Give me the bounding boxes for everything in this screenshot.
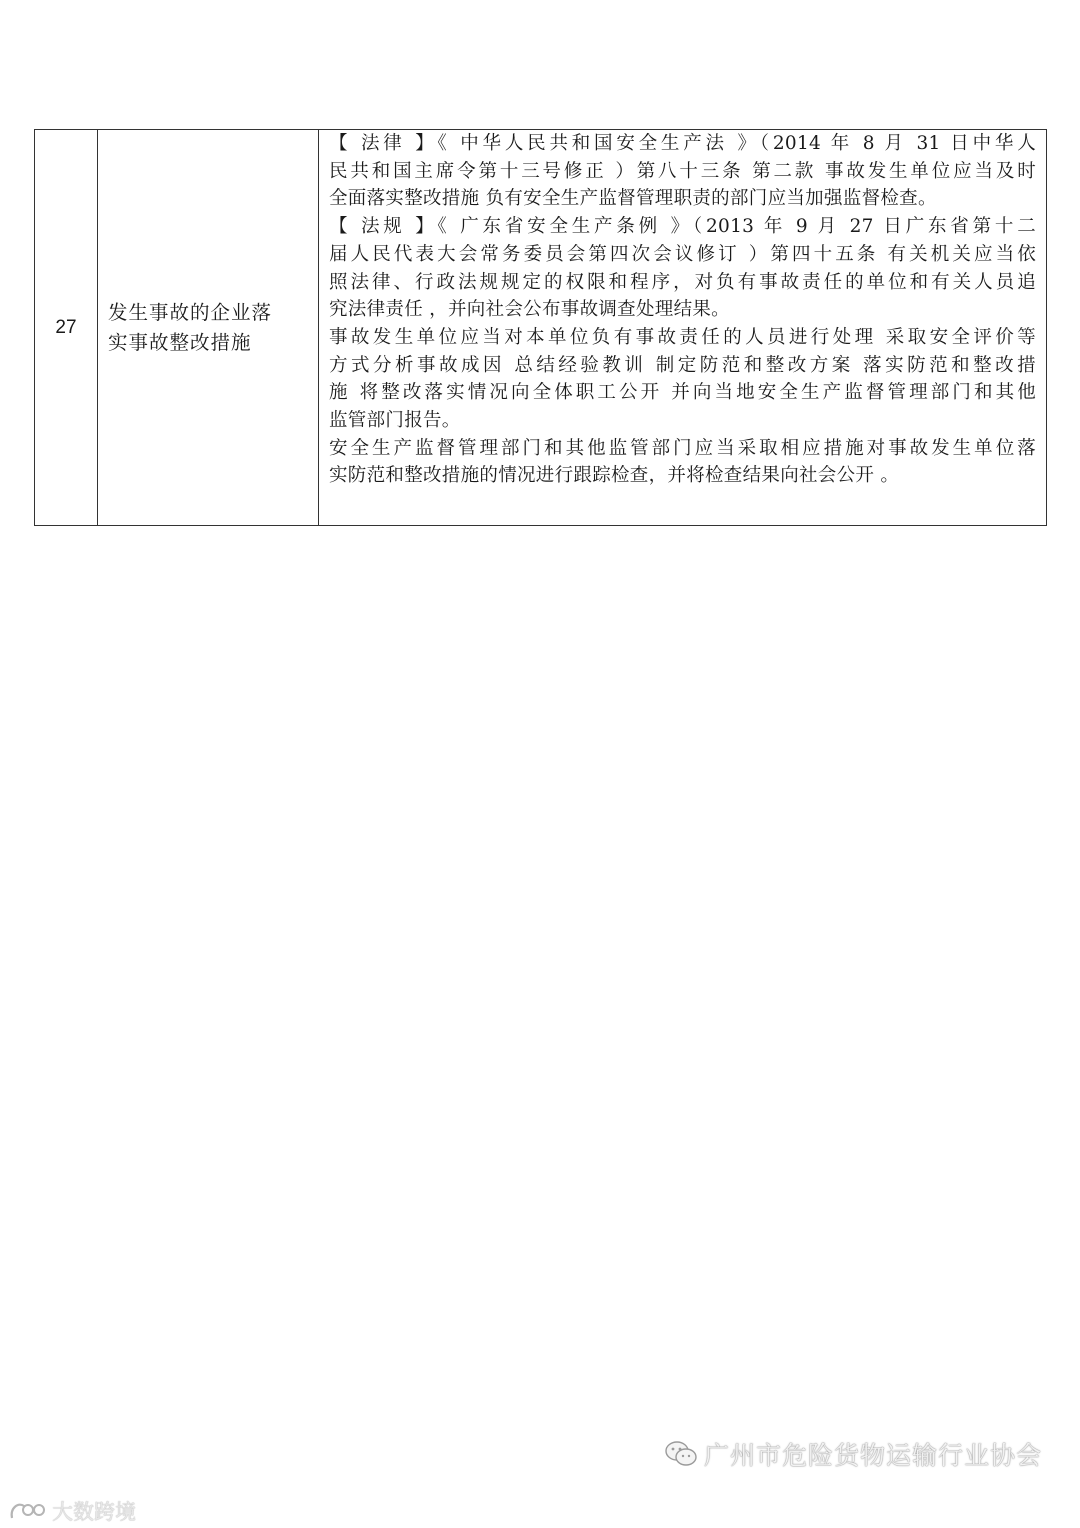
brand-watermark xyxy=(8,1496,136,1526)
basis-line: 全面落实整改措施 负有安全生产监督管理职责的部门应当加强监督检查。 xyxy=(329,188,937,210)
wechat-icon xyxy=(664,1439,698,1469)
basis-line: 方式分析事故成因 总结经验教训 制定防范和整改方案 落实防范和整改措 xyxy=(329,354,1036,376)
basis-line: 届人民代表大会常务委员会第四次会议修订 ）第四十五条 有关机关应当依 xyxy=(329,243,1036,265)
item-line: 发生事故的企业落 xyxy=(108,300,273,324)
basis-line: 【 法规 】《 广东省安全生产条例 》（2013 年 9 月 27 日广东省第十二 xyxy=(329,216,1036,238)
regulation-table xyxy=(34,129,1047,526)
basis-line: 民共和国主席令第十三号修正 ）第八十三条 第二款 事故发生单位应当及时 xyxy=(329,160,1036,182)
brand-watermark-text: 大数跨境 xyxy=(52,1500,136,1524)
basis-line: 事故发生单位应当对本单位负有事故责任的人员进行处理 采取安全评价等 xyxy=(329,326,1036,348)
wechat-watermark xyxy=(664,1436,1042,1472)
legal-basis-cell xyxy=(319,130,1047,526)
basis-line: 监管部门报告。 xyxy=(329,410,461,432)
brand-logo-icon xyxy=(8,1498,46,1524)
item-line: 实事故整改措施 xyxy=(108,330,252,354)
wechat-watermark-text: 广州市危险货物运输行业协会 xyxy=(703,1441,1042,1470)
basis-line: 究法律责任 ，并向社会公布事故调查处理结果。 xyxy=(329,299,730,321)
basis-line: 【 法律 】《 中华人民共和国安全生产法 》（2014 年 8 月 31 日中华人 xyxy=(329,133,1036,154)
basis-line: 施 将整改落实情况向全体职工公开 并向当地安全生产监督管理部门和其他 xyxy=(329,382,1036,404)
basis-line: 实防范和整改措施的情况进行跟踪检查，并将检查结果向社会公开 。 xyxy=(329,465,900,487)
table-row xyxy=(35,130,1047,526)
basis-line: 照法律、行政法规规定的权限和程序，对负有事故责任的单位和有关人员追 xyxy=(329,271,1036,293)
item-cell xyxy=(98,130,319,526)
row-number: 27 xyxy=(35,130,98,526)
basis-line: 安全生产监督管理部门和其他监管部门应当采取相应措施对事故发生单位落 xyxy=(329,437,1036,459)
